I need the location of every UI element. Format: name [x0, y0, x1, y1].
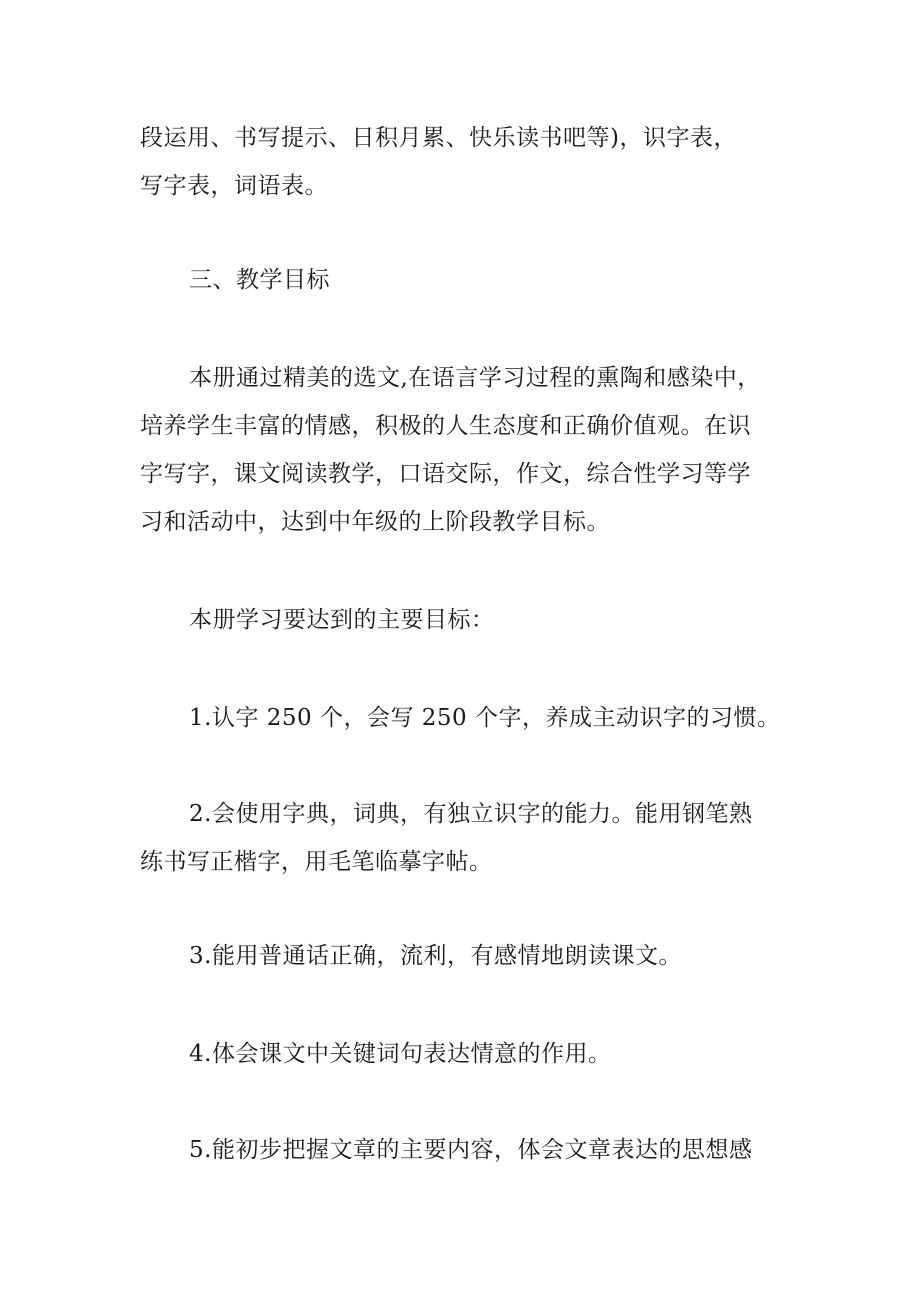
list-item: 5.能初步把握文章的主要内容，体会文章表达的思想感	[189, 1137, 753, 1163]
text-line: 段运用、书写提示、日积月累、快乐读书吧等)，识字表，	[140, 125, 737, 151]
list-item: 4.体会课文中关键词句表达情意的作用。	[189, 1041, 612, 1067]
list-item: 2.会使用字典，词典，有独立识字的能力。能用钢笔熟	[189, 801, 753, 827]
section-heading: 三、教学目标	[189, 267, 330, 293]
paragraph-line: 本册学习要达到的主要目标：	[189, 607, 495, 633]
paragraph-line: 培养学生丰富的情感，积极的人生态度和正确价值观。在识	[140, 413, 751, 439]
paragraph-line: 本册通过精美的选文,在语言学习过程的熏陶和感染中，	[189, 365, 761, 391]
paragraph-line: 字写字，课文阅读教学，口语交际，作文，综合性学习等学	[140, 461, 751, 487]
list-item: 3.能用普通话正确，流利，有感情地朗读课文。	[189, 943, 682, 969]
text-line: 写字表，词语表。	[140, 173, 328, 199]
list-item-continuation: 练书写正楷字，用毛笔临摹字帖。	[140, 849, 493, 875]
paragraph-line: 习和活动中，达到中年级的上阶段教学目标。	[140, 509, 610, 535]
list-item: 1.认字 250 个，会写 250 个字，养成主动识字的习惯。	[189, 705, 781, 731]
